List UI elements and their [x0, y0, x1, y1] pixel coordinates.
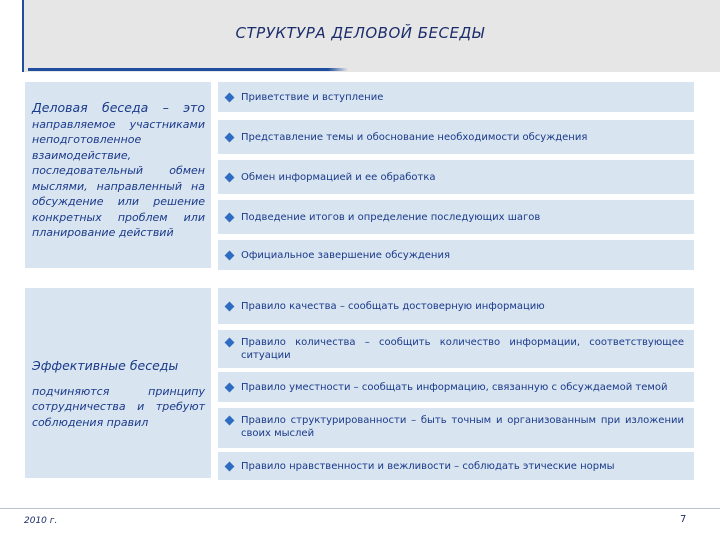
structure-item	[218, 240, 694, 270]
header-rule-fade	[328, 68, 348, 71]
diamond-bullet-icon	[225, 250, 235, 260]
page-number: 7	[680, 514, 687, 525]
rule-item	[218, 288, 694, 324]
footer-year: 2010 г.	[24, 516, 58, 526]
footer-divider	[0, 508, 720, 509]
diamond-bullet-icon	[225, 461, 235, 471]
rule-item	[218, 452, 694, 480]
rule-item	[218, 372, 694, 402]
definition-body: направляемое участниками неподготовленное взаимодействие, последовательный обмен мыслями, направленный на обсуждение или решение конкретных проблем или планирование действий	[32, 117, 205, 239]
diamond-bullet-icon	[225, 92, 235, 102]
structure-item-label: Обмен информацией и ее обработка	[241, 171, 436, 183]
rule-item-label: Правило уместности – сообщать информацию, связанную с обсуждаемой темой	[241, 381, 668, 393]
structure-item	[218, 120, 694, 154]
diamond-bullet-icon	[225, 301, 235, 311]
structure-item-label: Подведение итогов и определение последующих шагов	[241, 211, 541, 223]
rule-item-label: Правило нравственности и вежливости – соблюдать этические нормы	[241, 460, 615, 472]
slide-title: СТРУКТУРА ДЕЛОВОЙ БЕСЕДЫ	[235, 24, 485, 42]
rule-item	[218, 330, 694, 368]
definition-text	[32, 100, 205, 241]
structure-item	[218, 82, 694, 112]
structure-item	[218, 160, 694, 194]
diamond-bullet-icon	[225, 132, 235, 142]
diamond-bullet-icon	[225, 172, 235, 182]
header-rule	[28, 68, 328, 71]
rule-item-label: Правило качества – сообщать достоверную информацию	[241, 300, 545, 312]
rule-item-label: Правило структурированности – быть точным и организованным при изложении своих мыслей	[241, 415, 684, 439]
diamond-bullet-icon	[225, 212, 235, 222]
effective-body: подчиняются принципу сотрудничества и требуют соблюдения правил	[32, 384, 205, 429]
structure-item	[218, 200, 694, 234]
definition-lead: Деловая беседа – это	[32, 100, 205, 115]
rule-item	[218, 408, 694, 448]
diamond-bullet-icon	[225, 416, 235, 426]
rule-item-label: Правило количества – сообщить количество информации, соответствующее ситуации	[241, 337, 684, 361]
definition-panel	[25, 82, 211, 268]
structure-item-label: Представление темы и обоснование необходимости обсуждения	[241, 131, 588, 143]
effective-text	[32, 358, 205, 430]
structure-item-label: Официальное завершение обсуждения	[241, 249, 450, 261]
structure-item-label: Приветствие и вступление	[241, 91, 384, 103]
effective-panel	[25, 288, 211, 478]
diamond-bullet-icon	[225, 338, 235, 348]
effective-lead: Эффективные беседы	[32, 358, 179, 373]
diamond-bullet-icon	[225, 382, 235, 392]
